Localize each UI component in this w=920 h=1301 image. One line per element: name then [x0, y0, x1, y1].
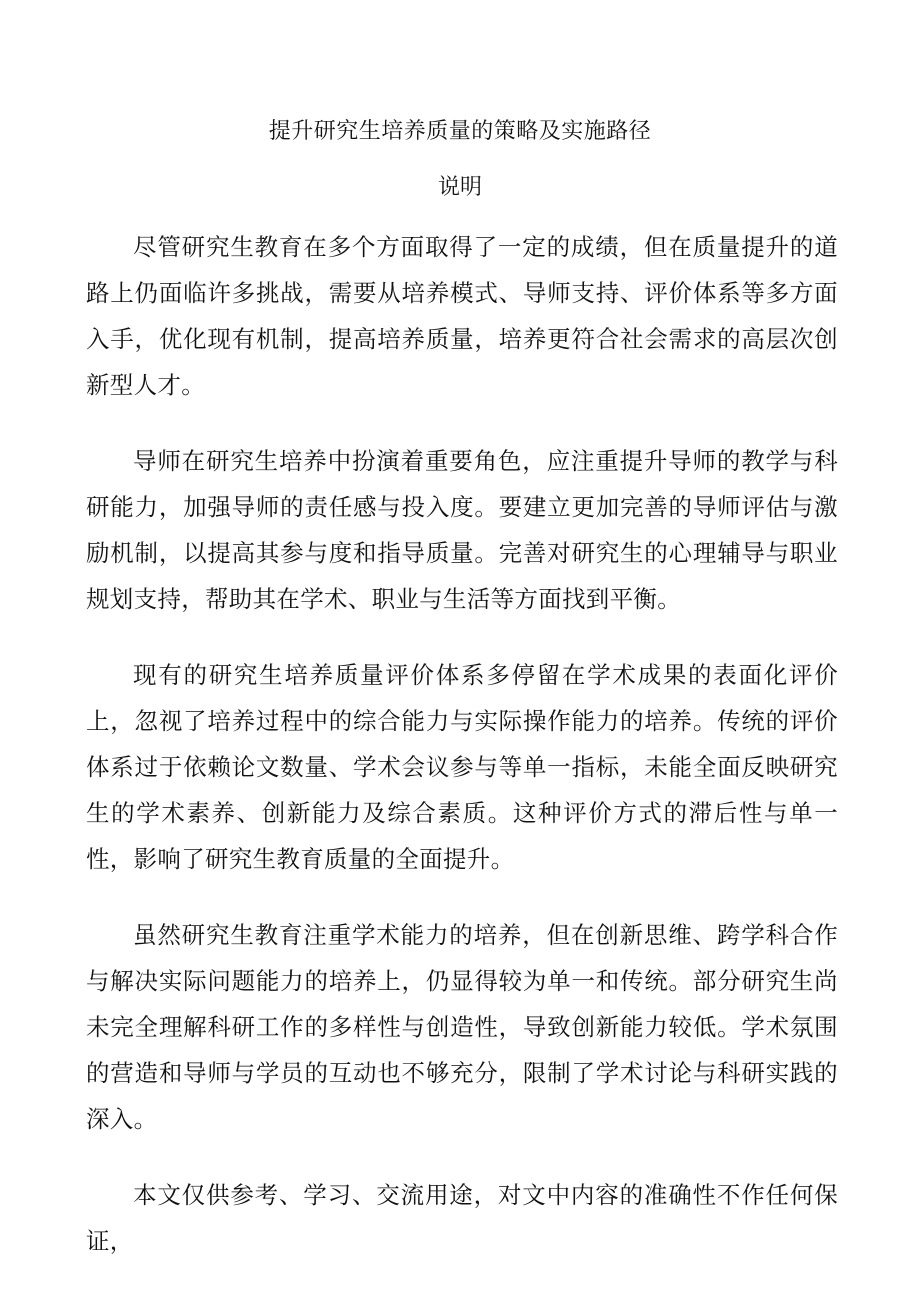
document-subtitle: 说明: [437, 175, 482, 200]
document-body: [86, 224, 838, 1294]
paragraph-disclaimer: 本文仅供参考、学习、交流用途，对文中内容的准确性不作任何保证，: [86, 1181, 838, 1255]
paragraph-innovation: 虽然研究生教育注重学术能力的培养，但在创新思维、跨学科合作与解决实际问题能力的培养上，仍显得较为单一和传统。部分研究生尚未完全理解科研工作的多样性与创造性，导致创新能力较低。学术氛围的营造和导师与学员的互动也不够充分，限制了学术讨论与科研实践的深入。: [86, 921, 838, 1133]
paragraph-mentor: 导师在研究生培养中扮演着重要角色，应注重提升导师的教学与科研能力，加强导师的责任感与投入度。要建立更加完善的导师评估与激励机制，以提高其参与度和指导质量。完善对研究生的心理辅导与职业规划支持，帮助其在学术、职业与生活等方面找到平衡。: [86, 447, 838, 613]
document-title: 提升研究生培养质量的策略及实施路径: [268, 119, 652, 144]
paragraph-intro: 尽管研究生教育在多个方面取得了一定的成绩，但在质量提升的道路上仍面临许多挑战，需要从培养模式、导师支持、评价体系等多方面入手，优化现有机制，提高培养质量，培养更符合社会需求的高层次创新型人才。: [86, 233, 838, 399]
paragraph-evaluation: 现有的研究生培养质量评价体系多停留在学术成果的表面化评价上，忽视了培养过程中的综合能力与实际操作能力的培养。传统的评价体系过于依赖论文数量、学术会议参与等单一指标，未能全面反映研究生的学术素养、创新能力及综合素质。这种评价方式的滞后性与单一性，影响了研究生教育质量的全面提升。: [86, 661, 838, 873]
